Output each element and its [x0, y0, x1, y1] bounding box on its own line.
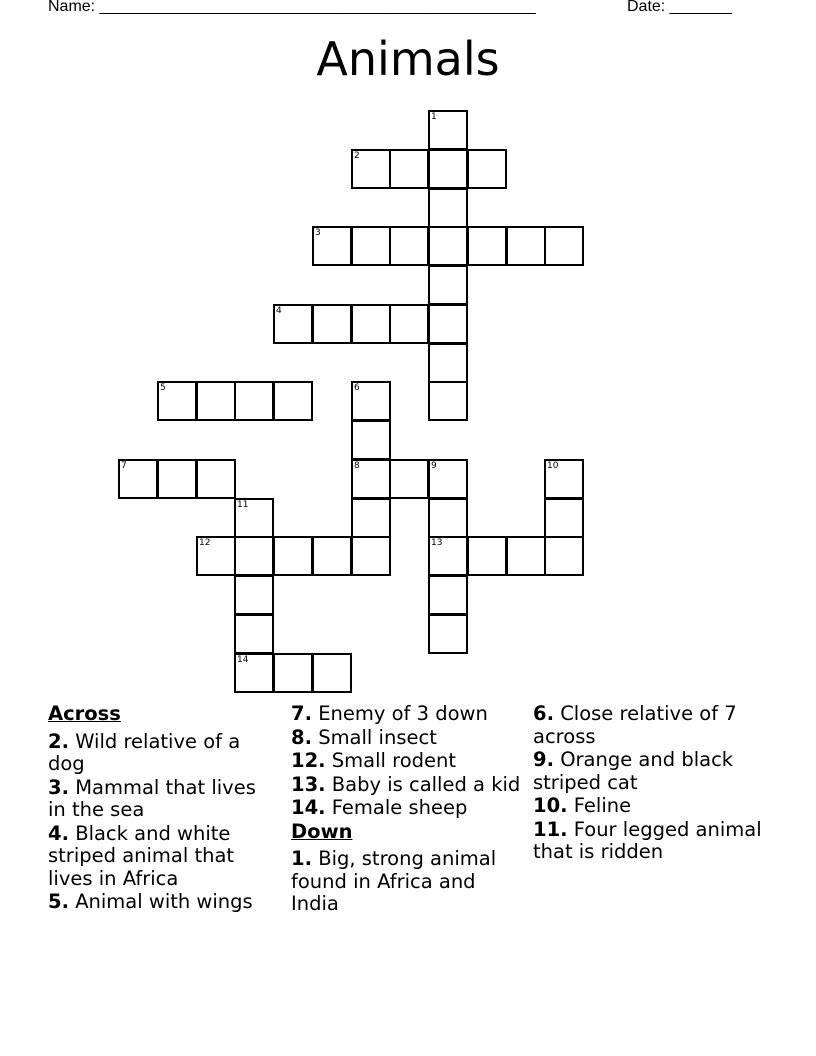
- grid-cell[interactable]: [234, 381, 274, 421]
- clue-across-2: [48, 731, 276, 776]
- cell-number: 13: [431, 538, 443, 548]
- cell-number: 1: [431, 112, 437, 122]
- clue-number: 12.: [291, 749, 326, 772]
- grid-cell[interactable]: [389, 459, 429, 499]
- grid-cell[interactable]: [428, 226, 468, 266]
- grid-cell[interactable]: [428, 149, 468, 189]
- name-field-label: Name: _________________________________________________: [48, 0, 536, 15]
- grid-cell[interactable]: [428, 188, 468, 228]
- clue-text: Black and white striped animal that lives in Africa: [48, 821, 235, 890]
- grid-cell[interactable]: [196, 381, 236, 421]
- grid-cell[interactable]: [351, 304, 391, 344]
- clue-down-9: [533, 749, 773, 794]
- puzzle-title: Animals: [316, 32, 500, 86]
- clues-column-3: [533, 703, 773, 865]
- grid-cell[interactable]: [312, 304, 352, 344]
- grid-cell[interactable]: [544, 498, 584, 538]
- clue-number: 4.: [48, 821, 69, 845]
- clue-number: 5.: [48, 890, 69, 913]
- clue-text: Four legged animal that is ridden: [533, 817, 762, 863]
- grid-cell[interactable]: [351, 498, 391, 538]
- grid-cell[interactable]: [506, 536, 546, 576]
- cell-number: 4: [276, 306, 282, 316]
- grid-cell[interactable]: [157, 381, 197, 421]
- clue-number: 1.: [291, 847, 312, 870]
- clue-text: Enemy of 3 down: [318, 702, 488, 725]
- grid-cell[interactable]: [389, 226, 429, 266]
- grid-cell[interactable]: [544, 459, 584, 499]
- grid-cell[interactable]: [428, 498, 468, 538]
- clue-number: 8.: [291, 725, 312, 749]
- clue-number: 9.: [533, 748, 554, 771]
- clue-number: 3.: [48, 775, 69, 799]
- clue-text: Orange and black striped cat: [533, 748, 734, 794]
- grid-cell[interactable]: [506, 226, 546, 266]
- grid-cell[interactable]: [196, 536, 236, 576]
- clue-down-6: [533, 703, 773, 748]
- grid-cell[interactable]: [389, 149, 429, 189]
- grid-cell[interactable]: [312, 226, 352, 266]
- clue-number: 13.: [291, 772, 326, 796]
- grid-cell[interactable]: [428, 110, 468, 150]
- cell-number: 12: [199, 538, 211, 548]
- grid-cell[interactable]: [118, 459, 158, 499]
- grid-cell[interactable]: [428, 343, 468, 383]
- clue-across-13: [291, 774, 527, 797]
- grid-cell[interactable]: [351, 536, 391, 576]
- clue-across-7: [291, 703, 527, 726]
- grid-cell[interactable]: [467, 226, 507, 266]
- grid-cell[interactable]: [157, 459, 197, 499]
- grid-cell[interactable]: [428, 381, 468, 421]
- date-field-label: Date: _______: [627, 0, 732, 15]
- grid-cell[interactable]: [234, 498, 274, 538]
- grid-cell[interactable]: [428, 459, 468, 499]
- clue-text: Baby is called a kid: [331, 772, 521, 796]
- clues-column-1: [48, 703, 276, 915]
- grid-cell[interactable]: [273, 304, 313, 344]
- cell-number: 3: [315, 228, 321, 238]
- grid-cell[interactable]: [312, 653, 352, 693]
- cell-number: 8: [354, 461, 360, 471]
- clues-column-2: [291, 703, 527, 917]
- cell-number: 5: [160, 383, 166, 393]
- clue-text: Mammal that lives in the sea: [48, 775, 256, 821]
- clue-number: 11.: [533, 817, 568, 841]
- grid-cell[interactable]: [273, 653, 313, 693]
- grid-cell[interactable]: [544, 536, 584, 576]
- grid-cell[interactable]: [351, 459, 391, 499]
- clue-text: Close relative of 7 across: [533, 702, 737, 748]
- clue-number: 10.: [533, 794, 568, 817]
- grid-cell[interactable]: [428, 265, 468, 305]
- clue-text: Feline: [573, 794, 632, 817]
- clue-across-14: [291, 797, 527, 820]
- grid-cell[interactable]: [351, 420, 391, 460]
- grid-cell[interactable]: [428, 575, 468, 615]
- clue-text: Small rodent: [331, 749, 457, 772]
- grid-cell[interactable]: [234, 575, 274, 615]
- clue-number: 14.: [291, 796, 326, 819]
- grid-cell[interactable]: [544, 226, 584, 266]
- grid-cell[interactable]: [351, 381, 391, 421]
- clue-text: Wild relative of a dog: [48, 729, 241, 775]
- grid-cell[interactable]: [351, 149, 391, 189]
- grid-cell[interactable]: [234, 614, 274, 654]
- clue-number: 2.: [48, 729, 69, 753]
- grid-cell[interactable]: [428, 614, 468, 654]
- grid-cell[interactable]: [467, 536, 507, 576]
- grid-cell[interactable]: [234, 653, 274, 693]
- clue-text: Big, strong animal found in Africa and India: [291, 847, 497, 915]
- clue-down-11: [533, 819, 773, 864]
- clue-down-10: [533, 795, 773, 818]
- grid-cell[interactable]: [467, 149, 507, 189]
- clue-across-5: [48, 891, 276, 914]
- cell-number: 14: [237, 655, 249, 665]
- clue-across-4: [48, 823, 276, 891]
- cell-number: 11: [237, 500, 249, 510]
- cell-number: 7: [121, 461, 127, 471]
- clue-text: Animal with wings: [75, 890, 253, 913]
- cell-number: 2: [354, 151, 360, 161]
- grid-cell[interactable]: [273, 536, 313, 576]
- grid-cell[interactable]: [428, 536, 468, 576]
- clue-across-8: [291, 727, 527, 750]
- grid-cell[interactable]: [312, 536, 352, 576]
- across-heading: Across: [48, 702, 121, 725]
- grid-cell[interactable]: [428, 304, 468, 344]
- clue-across-3: [48, 777, 276, 822]
- clue-text: Small insect: [318, 725, 437, 749]
- clue-across-12: [291, 750, 527, 773]
- clue-number: 6.: [533, 702, 554, 725]
- cell-number: 6: [354, 383, 360, 393]
- clue-text: Female sheep: [331, 796, 468, 819]
- grid-cell[interactable]: [351, 226, 391, 266]
- cell-number: 9: [431, 461, 437, 471]
- clue-number: 7.: [291, 702, 312, 725]
- down-heading: Down: [291, 819, 353, 843]
- clue-down-1: [291, 848, 527, 916]
- grid-cell[interactable]: [273, 381, 313, 421]
- grid-cell[interactable]: [234, 536, 274, 576]
- grid-cell[interactable]: [389, 304, 429, 344]
- grid-cell[interactable]: [196, 459, 236, 499]
- cell-number: 10: [547, 461, 559, 471]
